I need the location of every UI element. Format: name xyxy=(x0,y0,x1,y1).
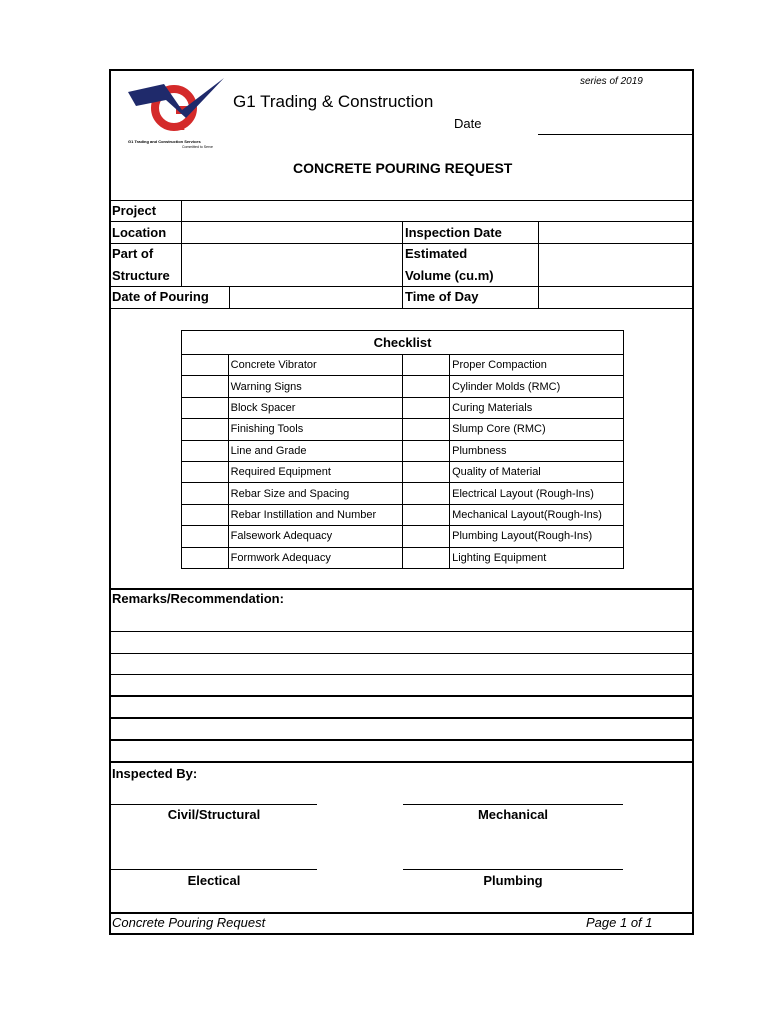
checkbox-cell[interactable] xyxy=(182,440,229,461)
checkbox-cell[interactable] xyxy=(403,483,450,504)
checklist-item: Finishing Tools xyxy=(228,419,403,440)
table-row xyxy=(182,355,624,376)
checklist-item: Formwork Adequacy xyxy=(228,547,403,568)
checkbox-cell[interactable] xyxy=(403,397,450,418)
electrical-label: Electical xyxy=(187,873,241,888)
footer-divider xyxy=(109,912,694,914)
checklist-header-row xyxy=(182,331,624,355)
checkbox-cell[interactable] xyxy=(182,504,229,525)
checkbox-cell[interactable] xyxy=(182,547,229,568)
time-of-day-label: Time of Day xyxy=(405,289,479,304)
checkbox-cell[interactable] xyxy=(403,376,450,397)
footer-title: Concrete Pouring Request xyxy=(112,915,266,930)
part-of-label: Part of xyxy=(112,246,154,261)
svg-text:1: 1 xyxy=(178,119,185,133)
checkbox-cell[interactable] xyxy=(182,483,229,504)
checkbox-cell[interactable] xyxy=(182,355,229,376)
checkbox-cell[interactable] xyxy=(403,526,450,547)
checkbox-cell[interactable] xyxy=(403,461,450,482)
checkbox-cell[interactable] xyxy=(182,461,229,482)
checklist-title: Checklist xyxy=(182,331,624,355)
logo-tagline: G1 Trading and Construction Services xyxy=(128,139,201,144)
inspected-by-label: Inspected By: xyxy=(112,766,198,781)
checklist-item: Rebar Size and Spacing xyxy=(228,483,403,504)
project-label: Project xyxy=(112,203,157,218)
divider xyxy=(181,200,182,286)
divider xyxy=(109,588,694,590)
structure-label: Structure xyxy=(112,268,170,283)
checkbox-cell[interactable] xyxy=(403,419,450,440)
civil-structural-label: Civil/Structural xyxy=(167,807,261,822)
checkbox-cell[interactable] xyxy=(403,504,450,525)
series-label: series of 2019 xyxy=(580,76,643,87)
remarks-line[interactable] xyxy=(109,717,694,719)
date-underline[interactable] xyxy=(538,134,694,135)
time-of-day-field[interactable] xyxy=(540,288,693,306)
checklist-item: Concrete Vibrator xyxy=(228,355,403,376)
estimated-label: Estimated xyxy=(405,246,468,261)
checklist-table xyxy=(181,330,624,569)
location-label: Location xyxy=(112,225,167,240)
remarks-line[interactable] xyxy=(109,695,694,697)
checklist-item: Proper Compaction xyxy=(450,355,624,376)
checkbox-cell[interactable] xyxy=(403,355,450,376)
divider xyxy=(109,200,694,201)
company-logo xyxy=(126,78,226,148)
electrical-signature-line[interactable] xyxy=(111,869,317,870)
checklist-item: Plumbness xyxy=(450,440,624,461)
civil-signature-line[interactable] xyxy=(111,804,317,805)
company-name: G1 Trading & Construction xyxy=(233,92,434,111)
checklist-item: Quality of Material xyxy=(450,461,624,482)
g1-logo-icon xyxy=(126,78,226,148)
inspection-date-label: Inspection Date xyxy=(405,225,502,240)
checkbox-cell[interactable] xyxy=(182,376,229,397)
table-row xyxy=(182,440,624,461)
checkbox-cell[interactable] xyxy=(403,440,450,461)
mechanical-label: Mechanical xyxy=(477,807,549,822)
checklist-item: Mechanical Layout(Rough-Ins) xyxy=(450,504,624,525)
plumbing-label: Plumbing xyxy=(483,873,543,888)
table-row xyxy=(182,461,624,482)
table-row xyxy=(182,397,624,418)
remarks-line[interactable] xyxy=(109,674,694,675)
checkbox-cell[interactable] xyxy=(182,526,229,547)
divider xyxy=(538,221,539,308)
table-row xyxy=(182,376,624,397)
part-of-structure-field[interactable] xyxy=(183,245,401,285)
volume-label: Volume (cu.m) xyxy=(405,268,494,283)
divider xyxy=(229,286,230,308)
checklist-item: Lighting Equipment xyxy=(450,547,624,568)
table-row xyxy=(182,547,624,568)
checklist-item: Block Spacer xyxy=(228,397,403,418)
checkbox-cell[interactable] xyxy=(182,397,229,418)
table-row xyxy=(182,483,624,504)
remarks-label: Remarks/Recommendation: xyxy=(112,591,284,606)
plumbing-signature-line[interactable] xyxy=(403,869,623,870)
project-field[interactable] xyxy=(183,202,693,220)
remarks-line[interactable] xyxy=(109,653,694,654)
checklist-item: Falsework Adequacy xyxy=(228,526,403,547)
checklist-item: Slump Core (RMC) xyxy=(450,419,624,440)
divider xyxy=(402,221,403,308)
table-row xyxy=(182,504,624,525)
mechanical-signature-line[interactable] xyxy=(403,804,623,805)
location-field[interactable] xyxy=(183,223,401,241)
checklist-item: Plumbing Layout(Rough-Ins) xyxy=(450,526,624,547)
estimated-volume-field[interactable] xyxy=(540,245,693,285)
page-number: Page 1 of 1 xyxy=(586,915,653,930)
checklist-item: Line and Grade xyxy=(228,440,403,461)
checklist-item: Curing Materials xyxy=(450,397,624,418)
date-of-pouring-field[interactable] xyxy=(231,288,401,306)
date-label: Date xyxy=(454,116,482,131)
checklist-item: Electrical Layout (Rough-Ins) xyxy=(450,483,624,504)
checklist-item: Warning Signs xyxy=(228,376,403,397)
remarks-line[interactable] xyxy=(109,739,694,741)
divider xyxy=(109,761,694,763)
checklist-item: Rebar Instillation and Number xyxy=(228,504,403,525)
divider xyxy=(109,308,694,309)
checkbox-cell[interactable] xyxy=(403,547,450,568)
table-row xyxy=(182,419,624,440)
checklist-item: Cylinder Molds (RMC) xyxy=(450,376,624,397)
checkbox-cell[interactable] xyxy=(182,419,229,440)
inspection-date-field[interactable] xyxy=(540,223,693,241)
date-of-pouring-label: Date of Pouring xyxy=(112,289,209,304)
remarks-line[interactable] xyxy=(109,631,694,632)
table-row xyxy=(182,526,624,547)
form-title: CONCRETE POURING REQUEST xyxy=(293,160,513,176)
logo-subtagline: Committed to Serve xyxy=(182,145,213,149)
checklist-item: Required Equipment xyxy=(228,461,403,482)
